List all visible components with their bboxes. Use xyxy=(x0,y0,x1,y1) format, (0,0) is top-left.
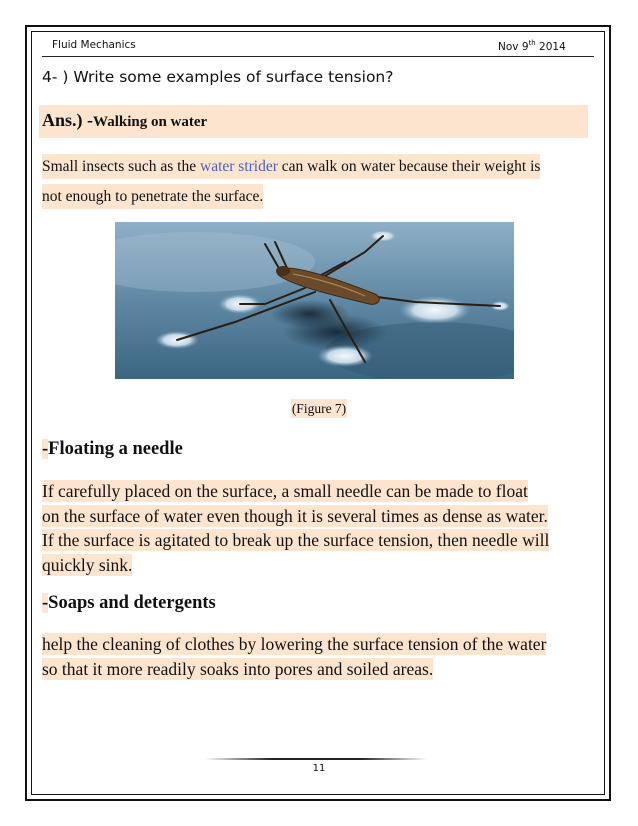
answer-title: Walking on water xyxy=(93,114,208,130)
paragraph-floating-needle xyxy=(42,479,594,577)
heading-dash: - xyxy=(42,439,49,459)
header-date-day: Nov 9 xyxy=(498,41,529,53)
figure-caption-text: (Figure 7) xyxy=(291,401,347,416)
paragraph-soaps-detergents xyxy=(42,632,594,681)
heading-dash: - xyxy=(42,593,49,613)
paragraph-text: If carefully placed on the surface, a small needle can be made to float xyxy=(42,481,528,501)
header-course-title: Fluid Mechanics xyxy=(52,39,136,51)
paragraph-line xyxy=(42,553,594,578)
paragraph-line xyxy=(42,479,594,504)
water-strider-link[interactable]: water strider xyxy=(200,158,278,175)
figure-caption xyxy=(0,401,638,417)
header-date-suffix: th xyxy=(528,39,536,47)
answer-bar xyxy=(39,105,588,138)
paragraph-text: Small insects such as the xyxy=(42,158,200,175)
paragraph-walking-on-water xyxy=(42,152,590,212)
heading-title: Soaps and detergents xyxy=(48,593,216,613)
heading-title: Floating a needle xyxy=(48,439,183,459)
footer-rule xyxy=(205,758,427,760)
heading-soaps-detergents xyxy=(42,593,216,614)
header-rule xyxy=(42,56,594,57)
paragraph-line xyxy=(42,632,594,657)
paragraph-line xyxy=(42,657,594,682)
paragraph-text: help the cleaning of clothes by lowering the surface tension of the water xyxy=(42,634,547,654)
paragraph-line: not enough to penetrate the surface. xyxy=(42,184,263,209)
water-strider-image xyxy=(115,222,514,379)
header-date xyxy=(498,39,566,53)
heading-floating-needle xyxy=(42,439,183,460)
page-number: 11 xyxy=(312,763,326,774)
question-heading: 4- ) Write some examples of surface tension? xyxy=(42,68,394,86)
header-date-year: 2014 xyxy=(539,41,566,53)
paragraph-line xyxy=(42,504,594,529)
paragraph-text: If the surface is agitated to break up the surface tension, then needle will xyxy=(42,530,550,550)
paragraph-text: can walk on water because their weight is xyxy=(277,158,541,175)
paragraph-text: on the surface of water even though it is several times as dense as water. xyxy=(42,505,548,526)
paragraph-line xyxy=(42,154,540,179)
paragraph-line xyxy=(42,528,594,553)
paragraph-text: so that it more readily soaks into pores and soiled areas. xyxy=(42,658,434,679)
paragraph-text: quickly sink. xyxy=(42,554,133,575)
answer-prefix: Ans.) - xyxy=(42,110,94,130)
